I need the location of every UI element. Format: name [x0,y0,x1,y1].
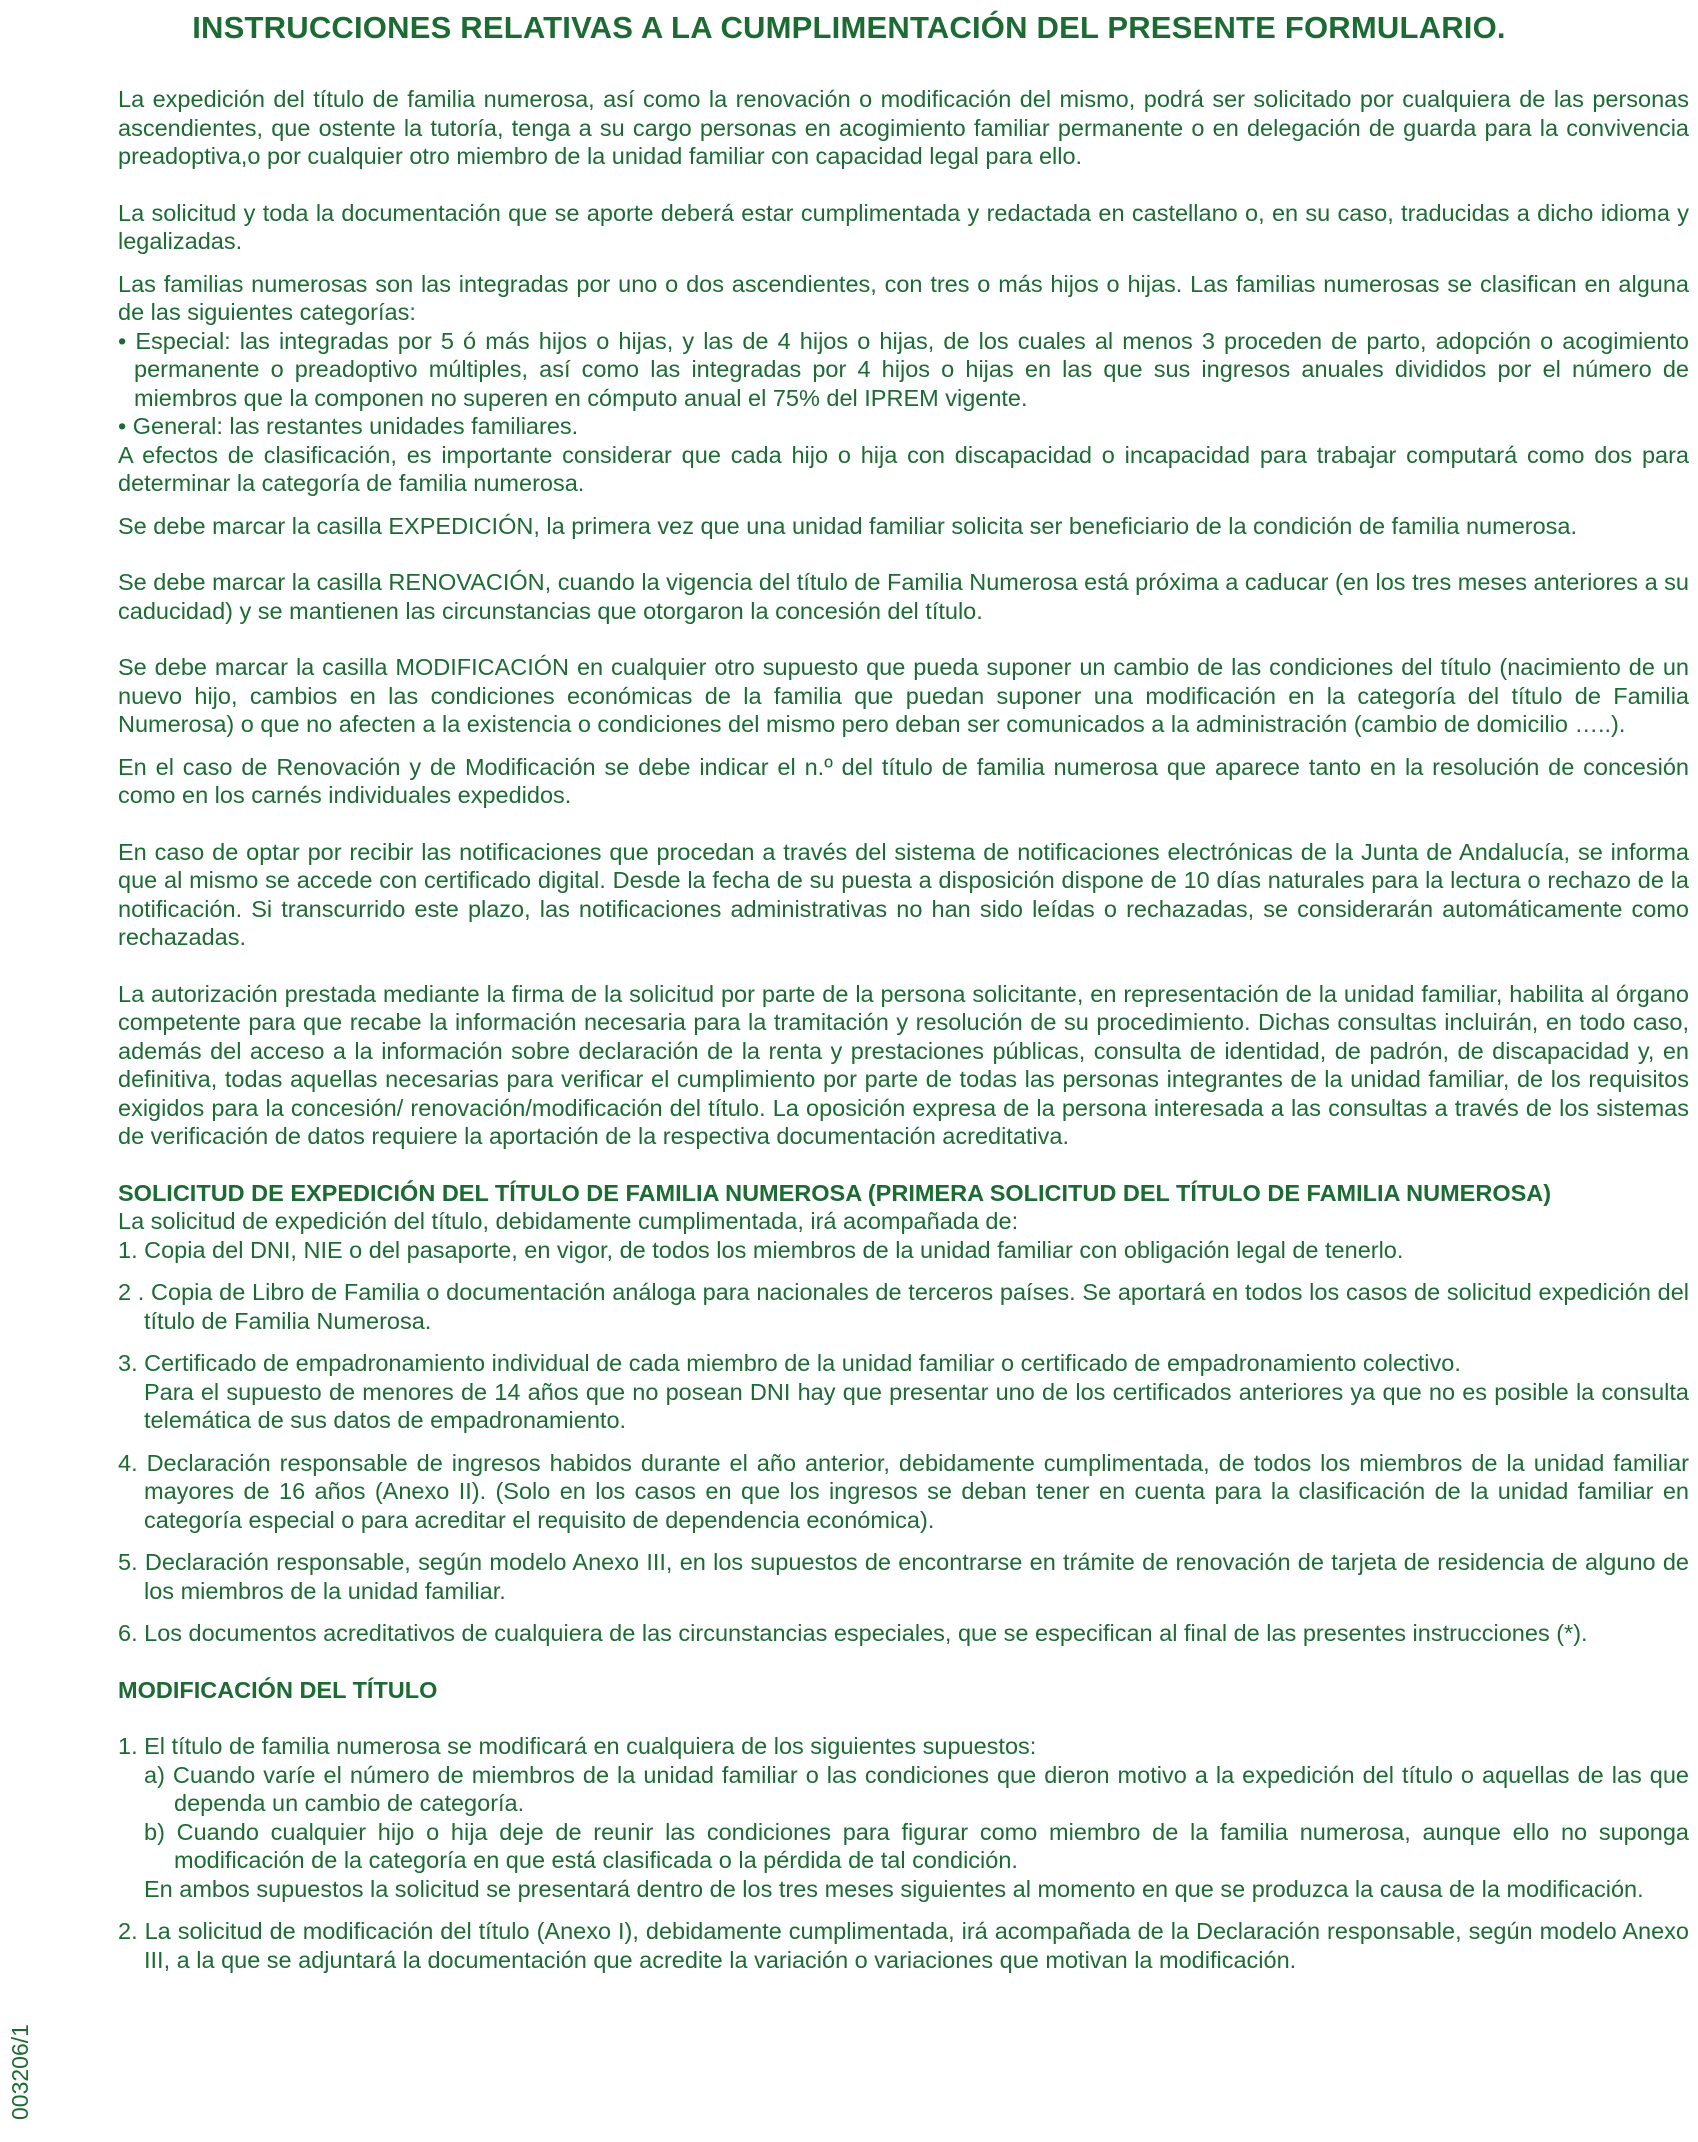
expedicion-item-3: 3. Certificado de empadronamiento individual de cada miembro de la unidad familiar o certificado de empadronamiento colectivo. [118,1350,1461,1376]
modificacion-checkbox-note: Se debe marcar la casilla MODIFICACIÓN en cualquier otro supuesto que pueda suponer un cambio de las condiciones del título (nacimiento de un nuevo hijo, cambios en las condiciones económicas de la familia que puedan suponer una modificación en la categoría del título de Familia Numerosa) o que no afecten a la existencia o condiciones del mismo pero deban ser comunicados a la administración (cambio de domicilio …..). [118,654,1689,737]
expedicion-item-5: 5. Declaración responsable, según modelo Anexo III, en los supuestos de encontrarse en trámite de renovación de tarjeta de residencia de alguno de los miembros de la unidad familiar. [118,1549,1689,1604]
expedicion-item-2: 2 . Copia de Libro de Familia o documentación análoga para nacionales de terceros países. Se aportará en todos los casos de solicitud expedición del título de Familia Numerosa. [118,1279,1689,1334]
category-general: • General: las restantes unidades familiares. [118,413,579,439]
intro-paragraph-2: La solicitud y toda la documentación que se aporte deberá estar cumplimentada y redactada en castellano o, en su caso, traducidas a dicho idioma y legalizadas. [118,199,1689,254]
expedicion-section-heading: SOLICITUD DE EXPEDICIÓN DEL TÍTULO DE FAMILIA NUMEROSA (PRIMERA SOLICITUD DEL TÍTULO DE FAMILIA NUMEROSA) [118,1179,1552,1206]
expedicion-item-1: 1. Copia del DNI, NIE o del pasaporte, en vigor, de todos los miembros de la unidad familiar con obligación legal de tenerlo. [118,1236,1404,1263]
expedicion-item-3-note: Para el supuesto de menores de 14 años que no posean DNI hay que presentar uno de los certificados anteriores ya que no es posible la consulta telemática de sus datos de empadronamiento. [144,1378,1689,1433]
expedicion-checkbox-note: Se debe marcar la casilla EXPEDICIÓN, la primera vez que una unidad familiar solicita ser beneficiario de la condición de familia numerosa. [118,512,1578,539]
modificacion-section-heading: MODIFICACIÓN DEL TÍTULO [118,1676,438,1703]
modificacion-item-1b: b) Cuando cualquier hijo o hija deje de reunir las condiciones para figurar como miembro de la familia numerosa, aunque ello no suponga modificación de la categoría en que está clasificada o la pérdida de tal condición. [144,1818,1689,1873]
renovacion-checkbox-note: Se debe marcar la casilla RENOVACIÓN, cuando la vigencia del título de Familia Numerosa está próxima a caducar (en los tres meses anteriores a su caducidad) y se mantienen las circunstancias que otorgaron la concesión del título. [118,569,1689,624]
modificacion-item-1a: a) Cuando varíe el número de miembros de la unidad familiar o las condiciones que dieron motivo a la expedición del título o aquellas de las que dependa un cambio de categoría. [144,1761,1689,1816]
category-especial: • Especial: las integradas por 5 ó más hijos o hijas, y las de 4 hijos o hijas, de los cuales al menos 3 proceden de parto, adopción o acogimiento permanente o preadoptivo múltiples, así como las integradas por 4 hijos o hijas en las que sus ingresos anuales divididos por el número de miembros que la componen no superen en cómputo anual el 75% del IPREM vigente. [118,327,1689,411]
modificacion-item-1: 1. El título de familia numerosa se modificará en cualquiera de los siguientes supuestos: [118,1733,1037,1759]
intro-paragraph-3: Las familias numerosas son las integradas por uno o dos ascendientes, con tres o más hijos o hijas. Las familias numerosas se clasifican en alguna de las siguientes categorías: [118,270,1689,325]
modificacion-item-1-note: En ambos supuestos la solicitud se presentará dentro de los tres meses siguientes al momento en que se produzca la causa de la modificación. [144,1875,1644,1902]
notifications-note: En caso de optar por recibir las notificaciones que procedan a través del sistema de notificaciones electrónicas de la Junta de Andalucía, se informa que al mismo se accede con certificado digital. Desde la fecha de su puesta a disposición dispone de 10 días naturales para la lectura o rechazo de la notificación. Si transcurrido este plazo, las notificaciones administrativas no han sido leídas o rechazadas, se considerarán automáticamente como rechazadas. [118,838,1689,950]
title-number-note: En el caso de Renovación y de Modificación se debe indicar el n.º del título de familia numerosa que aparece tanto en la resolución de concesión como en los carnés individuales expedidos. [118,753,1689,808]
expedicion-item-6: 6. Los documentos acreditativos de cualquiera de las circunstancias especiales, que se especifican al final de las presentes instrucciones (*). [118,1620,1588,1646]
page-title: INSTRUCCIONES RELATIVAS A LA CUMPLIMENTACIÓN DEL PRESENTE FORMULARIO. [192,10,1506,45]
modificacion-item-2: 2. La solicitud de modificación del título (Anexo I), debidamente cumplimentada, irá acompañada de la Declaración responsable, según modelo Anexo III, a la que se adjuntará la documentación que acredite la variación o variaciones que motivan la modificación. [118,1918,1689,1973]
form-code: 003206/1 [7,2024,33,2120]
expedicion-item-4: 4. Declaración responsable de ingresos habidos durante el año anterior, debidamente cumplimentada, de todos los miembros de la unidad familiar mayores de 16 años (Anexo II). (Solo en los casos en que los ingresos se deban tener en cuenta para la clasificación de la unidad familiar en categoría especial o para acreditar el requisito de dependencia económica). [118,1449,1689,1533]
instructions-body [118,85,1689,1974]
intro-paragraph-4: A efectos de clasificación, es importante considerar que cada hijo o hija con discapacidad o incapacidad para trabajar computará como dos para determinar la categoría de familia numerosa. [118,441,1689,496]
intro-paragraph-1: La expedición del título de familia numerosa, así como la renovación o modificación del mismo, podrá ser solicitado por cualquiera de las personas ascendientes, que ostente la tutoría, tenga a su cargo personas en acogimiento familiar permanente o en delegación de guarda para la convivencia preadoptiva,o por cualquier otro miembro de la unidad familiar con capacidad legal para ello. [118,86,1689,169]
authorization-note: La autorización prestada mediante la firma de la solicitud por parte de la persona solicitante, en representación de la unidad familiar, habilita al órgano competente para que recabe la información necesaria para la tramitación y resolución de su procedimiento. Dichas consultas incluirán, en todo caso, además del acceso a la información sobre declaración de la renta y prestaciones públicas, consulta de identidad, de padrón, de discapacidad y, en definitiva, todas aquellas necesarias para verificar el cumplimiento por parte de todas las personas integrantes de la unidad familiar, de los requisitos exigidos para la concesión/ renovación/modificación del título. La oposición expresa de la persona interesada a las consultas a través de los sistemas de verificación de datos requiere la aportación de la respectiva documentación acreditativa. [118,980,1689,1149]
expedicion-lead: La solicitud de expedición del título, debidamente cumplimentada, irá acompañada de: [118,1208,1019,1234]
